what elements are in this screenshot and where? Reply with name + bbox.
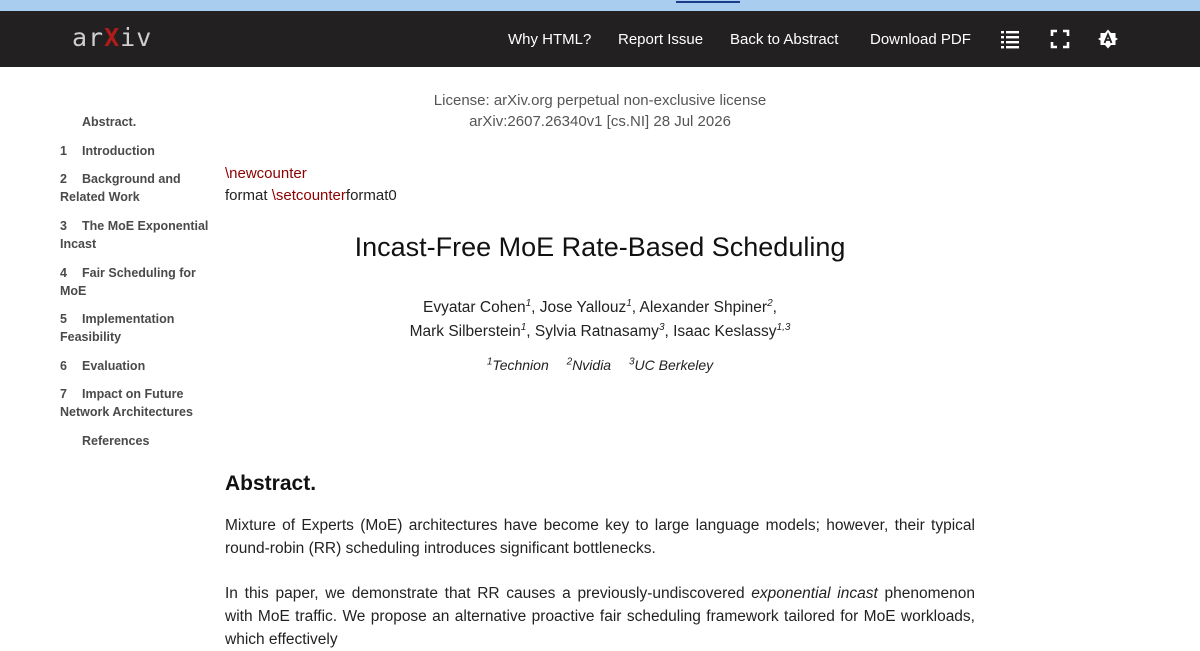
author-name: Jose Yallouz (539, 299, 627, 316)
affiliation-name: UC Berkeley (634, 357, 714, 373)
toc-label: The MoE Exponential Incast (60, 219, 209, 251)
author-name: Evyatar Cohen (423, 299, 526, 316)
strip-underline (676, 1, 740, 3)
download-pdf-link[interactable]: Download PDF (870, 31, 971, 48)
toc-label: Impact on Future Network Architectures (60, 387, 193, 419)
macro-line-1: \newcounter (225, 165, 307, 182)
toc-number: 1 (60, 144, 67, 158)
author-line-1: Evyatar Cohen$^1$, Jose Yallouz$^1$, Alexander Shpiner$^2$, (423, 297, 777, 316)
arxiv-id-line: arXiv:2607.26340v1 [cs.NI] 28 Jul 2026 (469, 113, 731, 130)
arxiv-navbar (0, 11, 1200, 67)
logo-suffix: iv (120, 23, 153, 52)
toc-label: Introduction (82, 144, 155, 158)
license-line: License: arXiv.org perpetual non-exclusive license (433, 92, 767, 109)
author-affil-sup: 3 (658, 321, 665, 333)
macro-text-a: format (225, 187, 272, 204)
toc-label: Implementation Feasibility (60, 312, 175, 344)
abstract-p2-emphasis: exponential incast (751, 585, 878, 602)
macro-line-2 (225, 185, 397, 207)
report-issue-link[interactable]: Report Issue (618, 31, 704, 48)
toc-number: 4 (60, 266, 67, 280)
abstract-paragraph-1: Mixture of Experts (MoE) architectures have become key to large language models; however, their typical round-robin (RR) scheduling introduces significant bottlenecks. (225, 517, 975, 557)
toc-list-icon[interactable] (999, 28, 1021, 50)
toc-item-references[interactable] (82, 432, 232, 450)
toc-label: Fair Scheduling for MoE (60, 266, 196, 298)
toc-item-introduction[interactable] (60, 142, 210, 160)
affiliation-list (0, 354, 1200, 376)
toc-item-background[interactable] (60, 170, 210, 206)
affiliation-sup: 3 (628, 356, 635, 368)
license-header (0, 90, 1200, 132)
toc-label: References (82, 434, 150, 448)
author-affil-sup: 1 (626, 297, 632, 309)
fullscreen-icon[interactable] (1049, 28, 1071, 50)
author-line-2: Mark Silberstein$^1$, Sylvia Ratnasamy$^3$, Isaac Keslassy$^{1,3}$ (409, 321, 791, 340)
toc-number: 7 (60, 387, 67, 401)
toc-item-fair-scheduling[interactable] (60, 264, 210, 300)
author-name: Mark Silberstein (409, 323, 521, 340)
toc-number: 3 (60, 219, 67, 233)
author-affil-sup: 1 (525, 297, 532, 309)
author-name: Alexander Shpiner (639, 299, 768, 316)
author-name: Isaac Keslassy (673, 323, 777, 340)
abstract-heading: Abstract. (225, 472, 317, 495)
toc-number: 5 (60, 312, 67, 326)
toc-label: Abstract. (82, 115, 137, 129)
latex-macro-text (225, 163, 397, 207)
abstract-p2-text-b: phenomenon with MoE traffic. We propose an alternative proactive fair scheduling framework tailored for MoE workloads, which effectively (225, 585, 975, 648)
author-list (0, 296, 1200, 344)
back-to-abstract-link[interactable]: Back to Abstract (730, 31, 839, 48)
affiliation (629, 357, 713, 373)
affiliation-sup: 1 (486, 356, 493, 368)
toc-number: 6 (60, 359, 67, 373)
macro-text-c: format0 (345, 187, 397, 204)
abstract-p2-text-a: In this paper, we demonstrate that RR causes a previously-undiscovered (225, 585, 752, 602)
logo-prefix: ar (72, 23, 105, 52)
abstract-paragraph-2 (225, 582, 975, 651)
why-html-link[interactable]: Why HTML? (508, 31, 592, 48)
affiliation-name: Nvidia (572, 357, 612, 373)
toc-number: 2 (60, 172, 67, 186)
affiliation (487, 357, 549, 373)
toc-label: Evaluation (82, 359, 146, 373)
theme-settings-icon[interactable] (1097, 28, 1119, 50)
macro-command: \setcounter (271, 187, 346, 204)
toc-item-future-networks[interactable] (60, 385, 210, 421)
author-name: Sylvia Ratnasamy (534, 323, 659, 340)
arxiv-logo[interactable] (72, 21, 152, 55)
author-affil-sup: 2 (767, 297, 773, 309)
paper-title: Incast-Free MoE Rate-Based Scheduling (354, 232, 846, 262)
affiliation (567, 357, 611, 373)
author-affil-sup: 1 (520, 321, 527, 333)
browser-top-strip (0, 0, 1200, 11)
toc-label: Background and Related Work (60, 172, 181, 204)
author-affil-sup: 1,3 (776, 321, 791, 333)
affiliation-name: Technion (492, 357, 549, 373)
logo-x: X (104, 23, 121, 52)
affiliation-sup: 2 (566, 356, 573, 368)
